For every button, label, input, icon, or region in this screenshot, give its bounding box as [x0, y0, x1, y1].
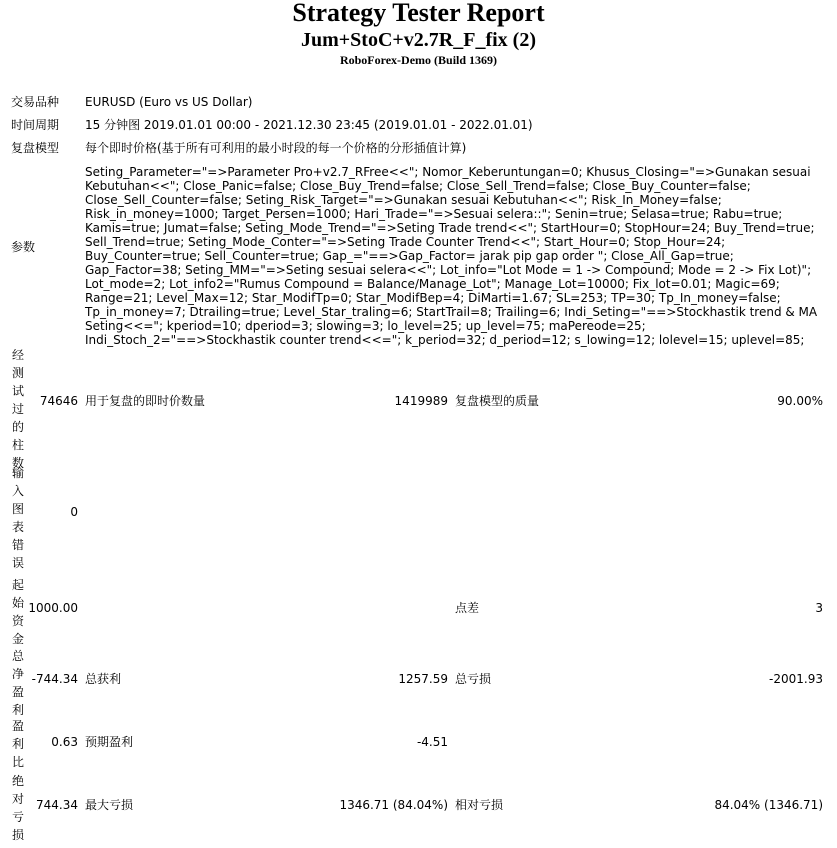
profitfactor-label: 盈利比: [11, 719, 24, 769]
model-value: 每个即时价格(基于所有可利用的最小时段的每一个价格的分形插值计算): [85, 141, 467, 155]
deposit-label: 起始资金: [11, 578, 24, 646]
quality-label: 复盘模型的质量: [455, 394, 540, 408]
period-value: 15 分钟图 2019.01.01 00:00 - 2021.12.30 23:45 (2019.01.01 - 2022.01.01): [85, 118, 533, 132]
netprofit-label: 总净盈利: [11, 649, 24, 717]
bars-label: 经测试过的柱数: [11, 348, 24, 470]
expected-label: 预期盈利: [85, 735, 134, 749]
params-label: 参数: [11, 240, 36, 254]
symbol-value: EURUSD (Euro vs US Dollar): [85, 95, 253, 109]
reldd-label: 相对亏损: [455, 798, 504, 812]
errors-value: 0: [70, 505, 78, 519]
expected-value: -4.51: [416, 735, 448, 749]
symbol-label: 交易品种: [11, 95, 60, 109]
model-label: 复盘模型: [11, 141, 60, 155]
grossprofit-label: 总获利: [85, 672, 122, 686]
reldd-value: 84.04% (1346.71): [714, 798, 823, 812]
errors-label: 输入图表错误: [11, 466, 24, 570]
server-build: RoboForex-Demo (Build 1369): [339, 53, 498, 67]
expert-name: Jum+StoC+v2.7R_F_fix (2): [301, 29, 536, 51]
absdd-label: 绝对亏损: [11, 774, 24, 842]
bars-value: 74646: [39, 394, 78, 408]
spread-label: 点差: [455, 601, 480, 615]
ticks-value: 1419989: [394, 394, 448, 408]
grossloss-label: 总亏损: [455, 672, 492, 686]
report-title: Strategy Tester Report: [292, 0, 545, 27]
netprofit-value: -744.34: [31, 672, 78, 686]
quality-value: 90.00%: [777, 394, 823, 408]
period-label: 时间周期: [11, 118, 60, 132]
deposit-value: 1000.00: [28, 601, 78, 615]
absdd-value: 744.34: [36, 798, 78, 812]
ticks-label: 用于复盘的即时价数量: [85, 394, 206, 408]
maxdd-value: 1346.71 (84.04%): [339, 798, 448, 812]
profitfactor-value: 0.63: [51, 735, 78, 749]
grossloss-value: -2001.93: [769, 672, 823, 686]
params-value: Seting_Parameter="=>Parameter Pro+v2.7_RFree<<"; Nomor_Keberuntungan=0; Khusus_Closing="=>Gunakan sesuai Kebutuhan<<"; Close_Panic=false; Close_Buy_Trend=false; Close_Sell_Trend=false; Close_Buy_Counter=false; Close_Sell_Counter=false; Seting_Risk_Target="=>Gunakan sesuai Kebutuhan<<"; Risk_In_Money=false; Risk_in_money=1000; Target_Persen=1000; Hari_Trade="=>Sesuai selera::"; Senin=true; Selasa=true; Rabu=true; Kamis=true; Jumat=false; Seting_Mode_Trend="=>Seting Trade trend<<"; StartHour=0; StopHour=24; Buy_Trend=true; Sell_Trend=true; Seting_Mode_Conter="=>Seting Trade Counter Trend<<"; Start_Hour=0; Stop_Hour=24; Buy_Counter=true; Sell_Counter=true; Gap_="==>Gap_Factor= jarak pip gap order "; Close_All_Gap=true; Gap_Factor=38; Seting_MM="=>Seting sesuai selera<<"; Lot_info="Lot Mode = 1 -> Compound; Mode = 2 -> Fix Lot)"; Lot_mode=2; Lot_info2="Rumus Compound = Balance/Manage_Lot"; Manage_Lot=10000; Fix_lot=0.01; Magic=69; Range=21; Level_Max=12; Star_ModifTp=0; Star_ModifBep=4; DiMarti=1.67; SL=253; TP=30; Tp_In_money=false; Tp_in_money=7; Dtrailing=true; Level_Star_traling=6; StartTrail=8; Trailing=6; Indi_Seting="==>Stockhastik trend & MA Seting<<="; kperiod=10; dperiod=3; slowing=3; lo_level=25; up_level=75; maPereode=25; Indi_Stoch_2="==>Stockhastik counter trend<<="; k_period=32; d_period=12; s_lowing=12; lolevel=15; uplevel=85;: [85, 165, 818, 347]
grossprofit-value: 1257.59: [398, 672, 448, 686]
maxdd-label: 最大亏损: [85, 798, 134, 812]
spread-value: 3: [815, 601, 823, 615]
